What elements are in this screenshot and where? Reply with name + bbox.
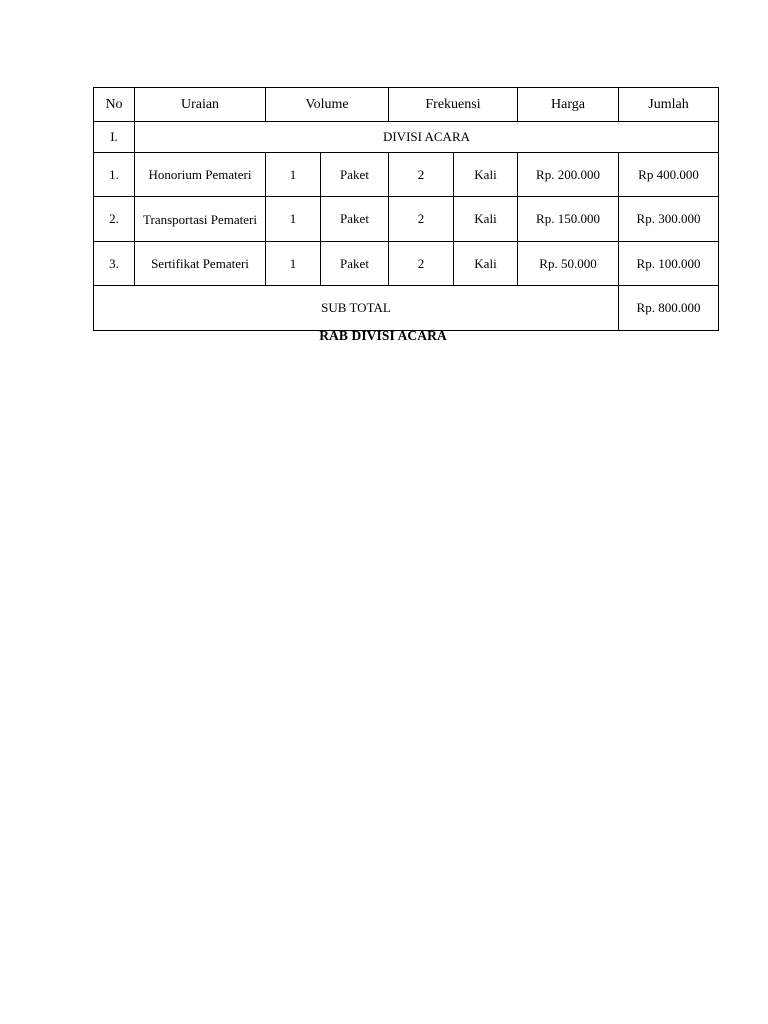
table-row [94, 242, 719, 286]
header-uraian: Uraian [135, 88, 266, 122]
budget-table [93, 87, 719, 331]
section-number: I. [94, 122, 135, 153]
header-no: No [94, 88, 135, 122]
row-volume-unit: Paket [321, 153, 389, 197]
subtotal-value: Rp. 800.000 [619, 286, 719, 331]
row-volume-qty: 1 [266, 242, 321, 286]
header-jumlah: Jumlah [619, 88, 719, 122]
row-frekuensi-qty: 2 [389, 197, 454, 242]
row-harga: Rp. 200.000 [518, 153, 619, 197]
row-volume-unit: Paket [321, 242, 389, 286]
row-volume-unit: Paket [321, 197, 389, 242]
row-frekuensi-unit: Kali [454, 242, 518, 286]
table-row [94, 197, 719, 242]
section-row [94, 122, 719, 153]
row-uraian: Transportasi Pemateri [135, 197, 266, 242]
row-uraian: Sertifikat Pemateri [135, 242, 266, 286]
row-uraian: Honorium Pemateri [135, 153, 266, 197]
header-frekuensi: Frekuensi [389, 88, 518, 122]
row-volume-qty: 1 [266, 153, 321, 197]
row-number: 1. [94, 153, 135, 197]
row-frekuensi-unit: Kali [454, 197, 518, 242]
row-frekuensi-qty: 2 [389, 242, 454, 286]
header-harga: Harga [518, 88, 619, 122]
row-number: 2. [94, 197, 135, 242]
table-row [94, 153, 719, 197]
header-volume: Volume [266, 88, 389, 122]
row-frekuensi-unit: Kali [454, 153, 518, 197]
row-jumlah: Rp 400.000 [619, 153, 719, 197]
row-harga: Rp. 50.000 [518, 242, 619, 286]
row-frekuensi-qty: 2 [389, 153, 454, 197]
subtotal-label: SUB TOTAL [94, 286, 619, 331]
table-header-row [94, 88, 719, 122]
row-jumlah: Rp. 300.000 [619, 197, 719, 242]
row-jumlah: Rp. 100.000 [619, 242, 719, 286]
row-harga: Rp. 150.000 [518, 197, 619, 242]
row-number: 3. [94, 242, 135, 286]
row-volume-qty: 1 [266, 197, 321, 242]
subtotal-row [94, 286, 719, 331]
table-caption: RAB DIVISI ACARA [319, 328, 447, 343]
section-title: DIVISI ACARA [135, 122, 719, 153]
